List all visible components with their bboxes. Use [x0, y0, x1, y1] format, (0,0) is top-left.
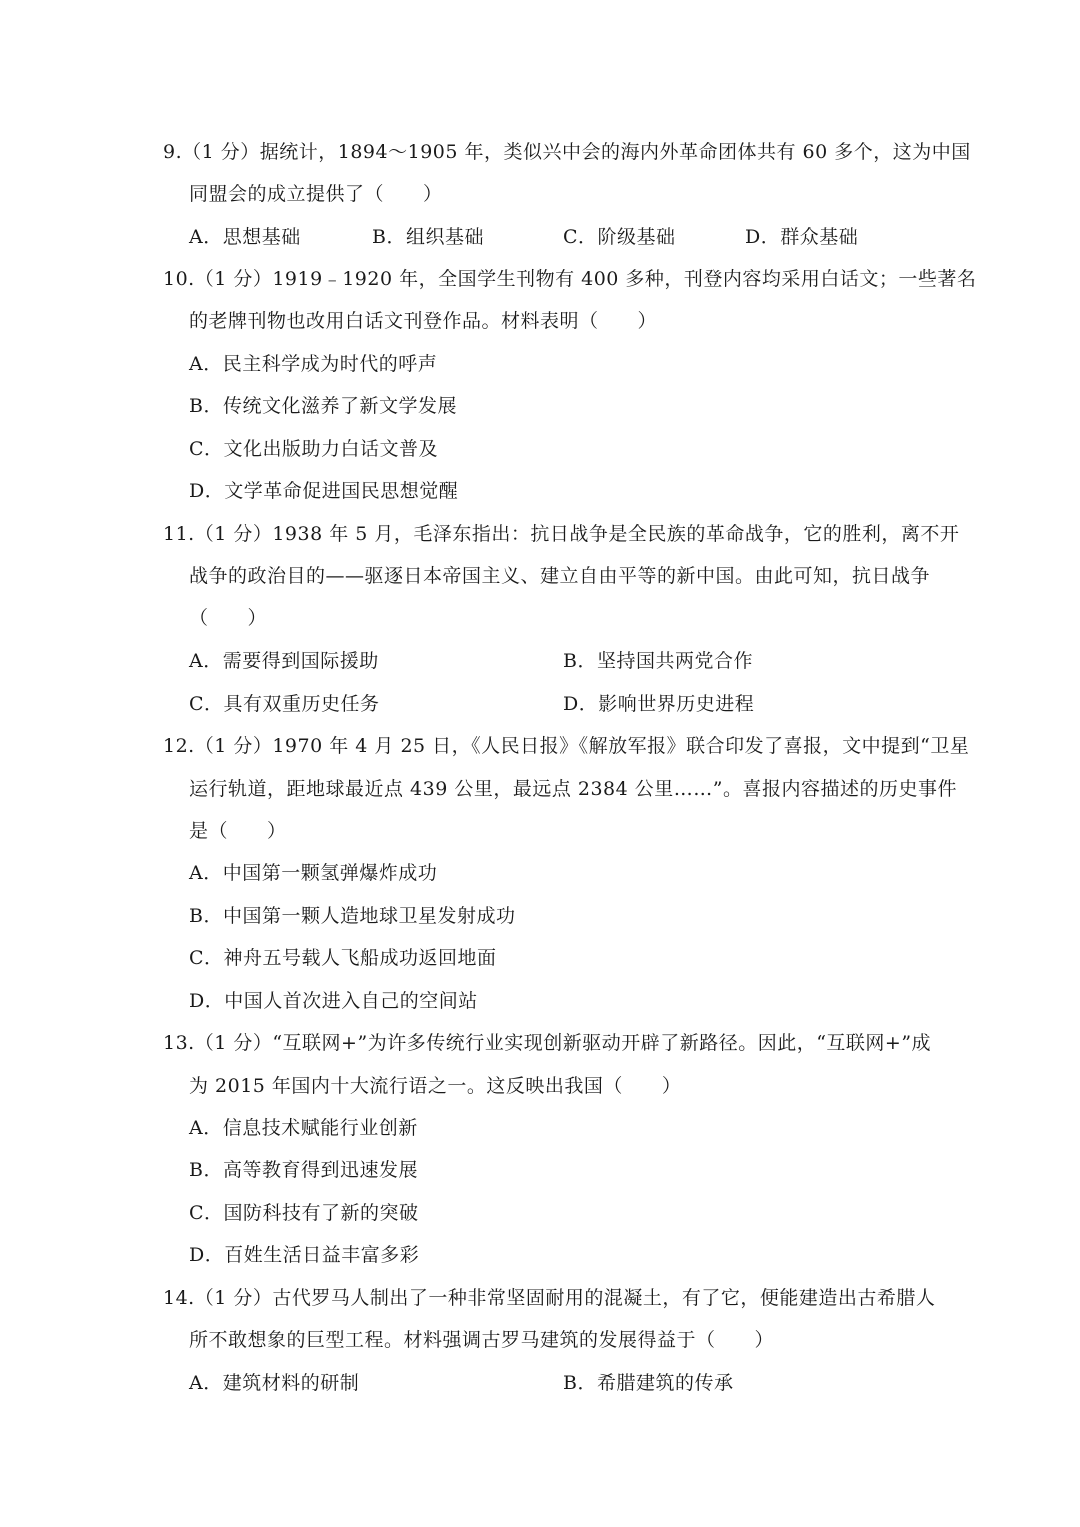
question-12-line-1: 12.（1 分）1970 年 4 月 25 日，《人民日报》《解放军报》联合印发了喜报，文中提到“卫星: [163, 735, 970, 757]
question-12-option-a: A．中国第一颗氢弹爆炸成功: [189, 862, 438, 884]
question-12-line-2: 运行轨道，距地球最近点 439 公里，最远点 2384 公里……”。喜报内容描述的历史事件: [189, 778, 957, 800]
question-10-line-1: 10.（1 分）1919﹣1920 年，全国学生刊物有 400 多种，刊登内容均采用白话文；一些著名: [163, 268, 977, 290]
question-12-option-d: D．中国人首次进入自己的空间站: [189, 990, 478, 1012]
question-13-line-1: 13.（1 分）“互联网+”为许多传统行业实现创新驱动开辟了新路径。因此，“互联网+”成: [163, 1032, 932, 1054]
question-13-line-2: 为 2015 年国内十大流行语之一。这反映出我国（ ）: [189, 1075, 682, 1097]
question-12-line-3: 是（ ）: [189, 820, 287, 842]
question-9-option-c: C．阶级基础: [563, 226, 676, 248]
question-13-option-c: C．国防科技有了新的突破: [189, 1202, 419, 1224]
question-11-line-3: （ ）: [189, 607, 268, 629]
question-11-option-b: B．坚持国共两党合作: [563, 650, 753, 672]
question-11-line-2: 战争的政治目的——驱逐日本帝国主义、建立自由平等的新中国。由此可知，抗日战争: [189, 565, 931, 587]
question-13-option-a: A．信息技术赋能行业创新: [189, 1117, 418, 1139]
question-9-option-b: B．组织基础: [372, 226, 484, 248]
question-10-option-d: D．文学革命促进国民思想觉醒: [189, 480, 459, 502]
question-9-line-1: 9.（1 分）据统计，1894～1905 年，类似兴中会的海内外革命团体共有 60 多个，这为中国: [163, 141, 971, 163]
question-11-line-1: 11.（1 分）1938 年 5 月，毛泽东指出：抗日战争是全民族的革命战争，它的胜利，离不开: [163, 523, 960, 545]
question-12-option-c: C．神舟五号载人飞船成功返回地面: [189, 947, 497, 969]
question-11-option-c: C．具有双重历史任务: [189, 693, 380, 715]
question-10-option-b: B．传统文化滋养了新文学发展: [189, 395, 457, 417]
question-10-option-c: C．文化出版助力白话文普及: [189, 438, 439, 460]
question-14-option-a: A．建筑材料的研制: [189, 1372, 360, 1394]
question-10-option-a: A．民主科学成为时代的呼声: [189, 353, 438, 375]
question-10-line-2: 的老牌刊物也改用白话文刊登作品。材料表明（ ）: [189, 310, 658, 332]
question-9-line-2: 同盟会的成立提供了（ ）: [189, 183, 443, 205]
question-14-option-b: B．希腊建筑的传承: [563, 1372, 734, 1394]
question-11-option-d: D．影响世界历史进程: [563, 693, 755, 715]
question-11-option-a: A．需要得到国际援助: [189, 650, 379, 672]
question-9-option-d: D．群众基础: [745, 226, 859, 248]
question-13-option-d: D．百姓生活日益丰富多彩: [189, 1244, 420, 1266]
question-14-line-1: 14.（1 分）古代罗马人制出了一种非常坚固耐用的混凝土，有了它，便能建造出古希腊人: [163, 1287, 936, 1309]
question-13-option-b: B．高等教育得到迅速发展: [189, 1159, 418, 1181]
question-14-line-2: 所不敢想象的巨型工程。材料强调古罗马建筑的发展得益于（ ）: [189, 1329, 775, 1351]
question-9-option-a: A．思想基础: [189, 226, 301, 248]
question-12-option-b: B．中国第一颗人造地球卫星发射成功: [189, 905, 516, 927]
